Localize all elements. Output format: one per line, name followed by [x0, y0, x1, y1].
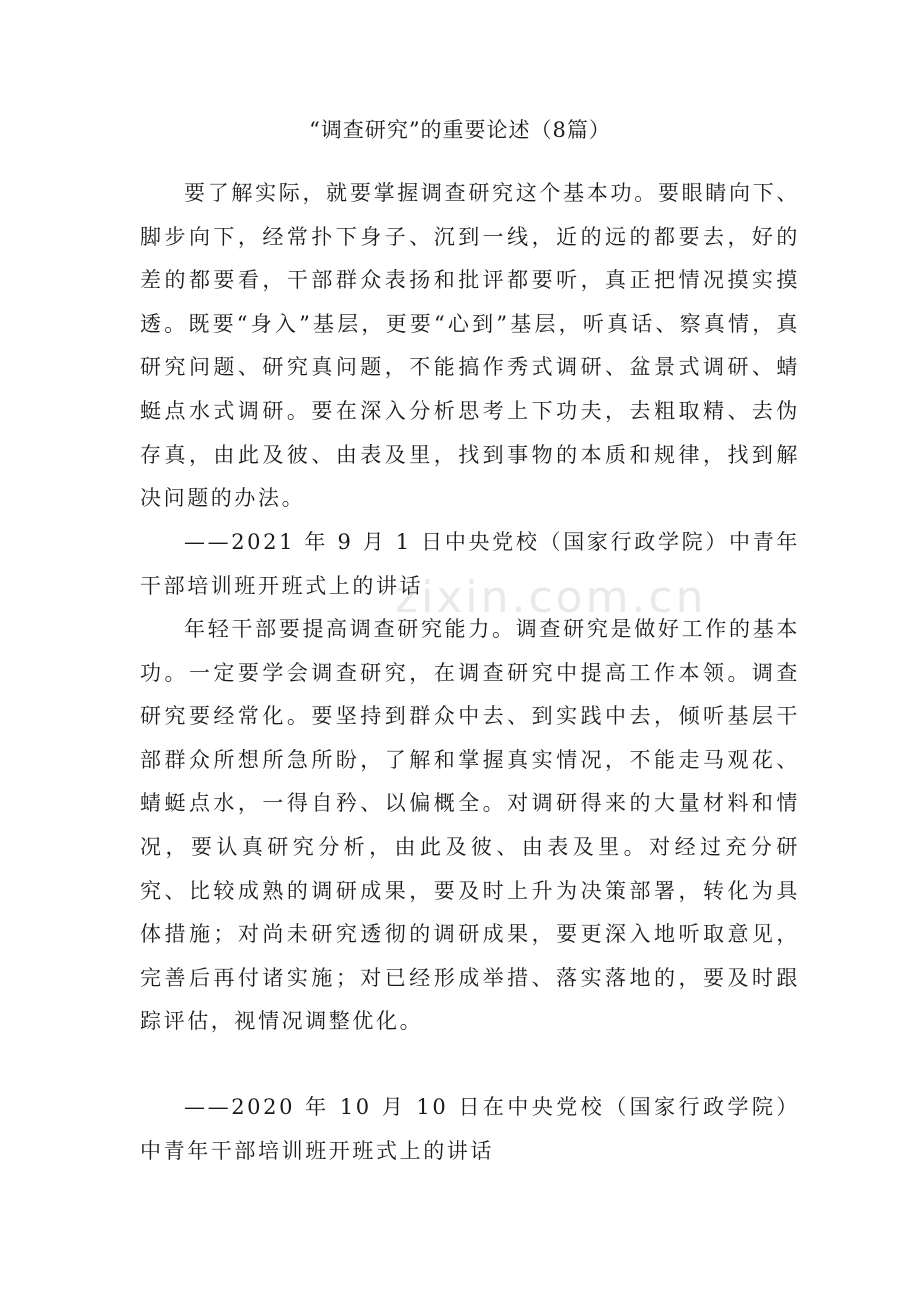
watermark: zixin.com.cn — [395, 572, 707, 623]
source-citation-1: ——2021 年 9 月 1 日中央党校（国家行政学院）中青年干部培训班开班式上的讲话 — [140, 530, 800, 598]
paragraph-1: 要了解实际，就要掌握调查研究这个基本功。要眼睛向下、脚步向下，经常扑下身子、沉到一线，近的远的都要去，好的差的都要看，干部群众表扬和批评都要听，真正把情况摸实摸透。既要“身入”基层，更要“心到”基层，听真话、察真情，真研究问题、研究真问题，不能搞作秀式调研、盆景式调研、蜻蜓点水式调研。要在深入分析思考上下功夫，去粗取精、去伪存真，由此及彼、由表及里，找到事物的本质和规律，找到解决问题的办法。 — [140, 181, 800, 511]
paragraph-2: 年轻干部要提高调查研究能力。调查研究是做好工作的基本功。一定要学会调查研究，在调查研究中提高工作本领。调查研究要经常化。要坚持到群众中去、到实践中去，倾听基层干部群众所想所急所盼，了解和掌握真实情况，不能走马观花、蜻蜓点水，一得自矜、以偏概全。对调研得来的大量材料和情况，要认真研究分析，由此及彼、由表及里。对经过充分研究、比较成熟的调研成果，要及时上升为决策部署，转化为具体措施；对尚未研究透彻的调研成果，要更深入地听取意见，完善后再付诸实施；对已经形成举措、落实落地的，要及时跟踪评估，视情况调整优化。 — [140, 617, 800, 1034]
source-citation-2: ——2020 年 10 月 10 日在中央党校（国家行政学院）中青年干部培训班开班式上的讲话 — [140, 1095, 800, 1163]
page-title: “调查研究”的重要论述（8篇） — [309, 118, 611, 142]
